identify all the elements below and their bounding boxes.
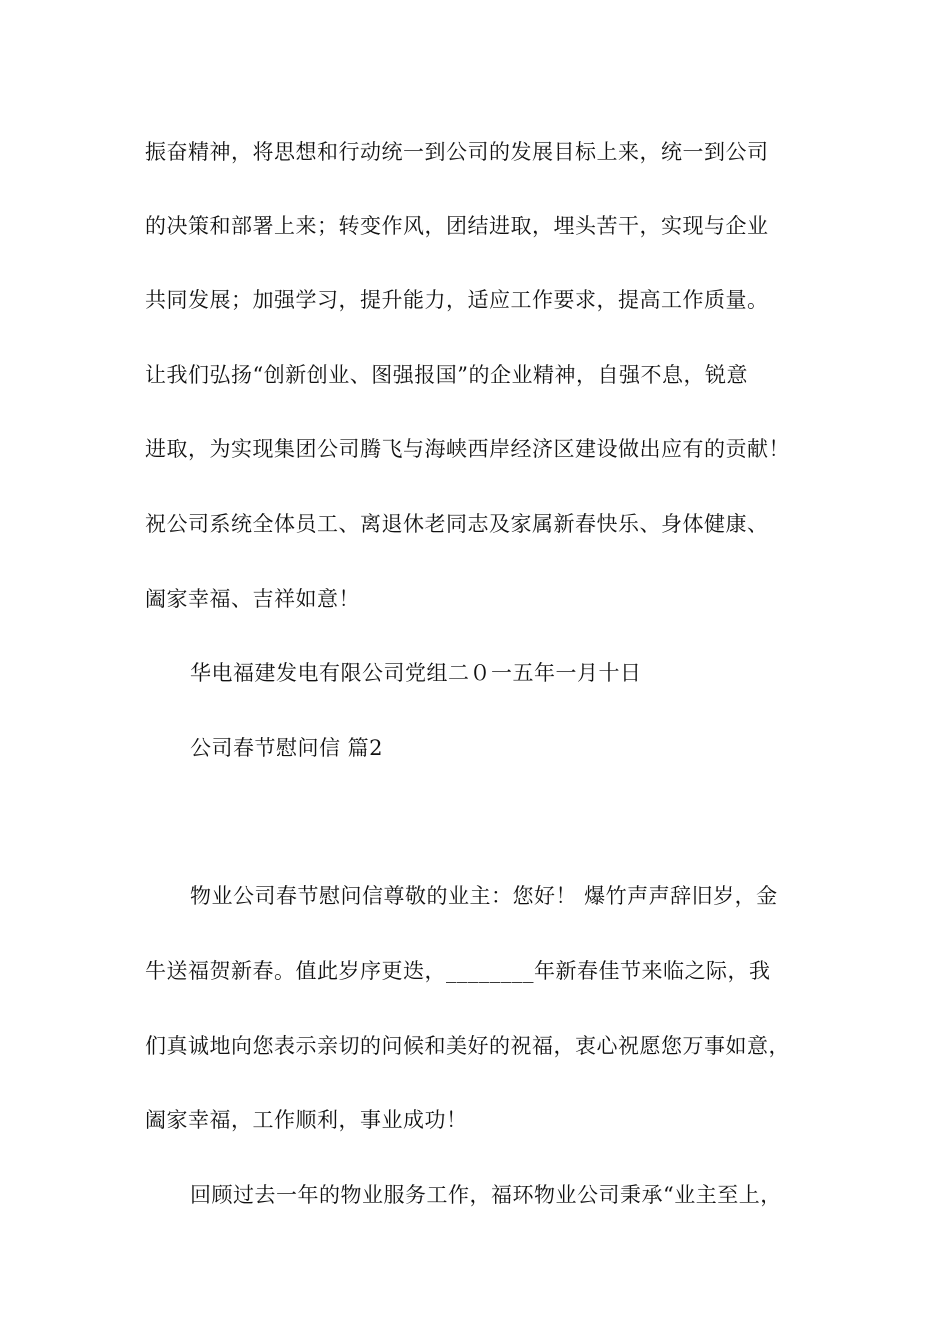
paragraph-line: 们真诚地向您表示亲切的问候和美好的祝福，衷心祝愿您万事如意， [145,1034,790,1058]
paragraph-line: 进取，为实现集团公司腾飞与海峡西岸经济区建设做出应有的贡献！ [145,437,790,461]
signature-line: 华电福建发电有限公司党组二０一五年一月十日 [190,661,642,685]
paragraph-line: 共同发展；加强学习，提升能力，适应工作要求，提高工作质量。 [145,288,769,312]
paragraph-line: 阖家幸福、吉祥如意！ [145,587,360,611]
section-heading: 公司春节慰问信 篇2 [190,736,384,760]
paragraph-line: 让我们弘扬“创新创业、图强报国”的企业精神，自强不息，锐意 [145,363,748,387]
paragraph-line: 的决策和部署上来；转变作风，团结进取，埋头苦干，实现与企业 [145,214,769,238]
paragraph-line: 回顾过去一年的物业服务工作，福环物业公司秉承“业主至上， [190,1183,782,1207]
paragraph-line: 祝公司系统全体员工、离退休老同志及家属新春快乐、身体健康、 [145,512,769,536]
paragraph-line: 牛送福贺新春。值此岁序更迭，________年新春佳节来临之际，我 [145,959,771,983]
paragraph-line: 物业公司春节慰问信尊敬的业主：您好！ 爆竹声声辞旧岁，金 [190,884,778,908]
paragraph-line: 振奋精神，将思想和行动统一到公司的发展目标上来，统一到公司 [145,140,769,164]
paragraph-line: 阖家幸福，工作顺利，事业成功！ [145,1108,468,1132]
